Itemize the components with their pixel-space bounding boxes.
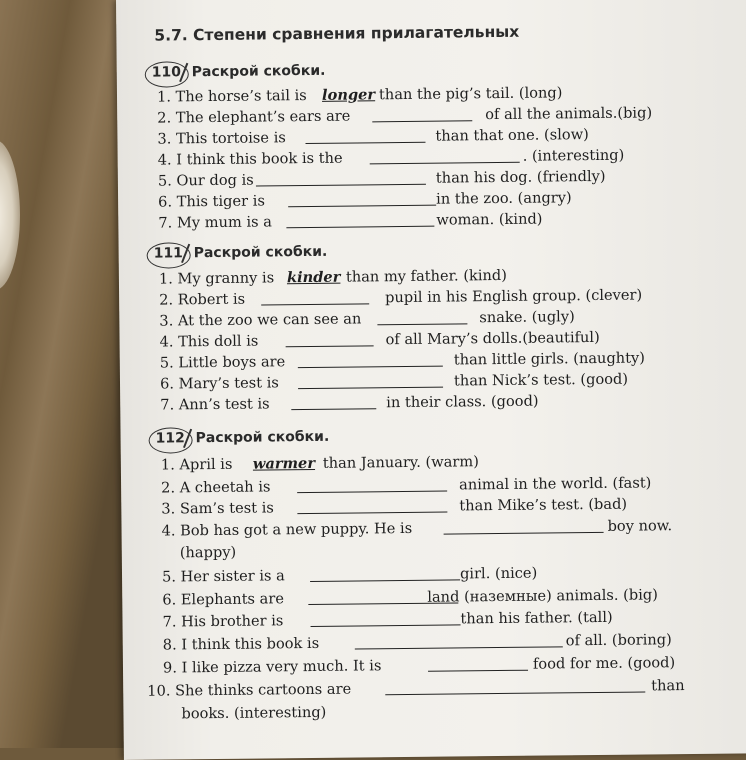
page-heading: 5.7. Степени сравнения прилагательных (154, 22, 520, 45)
item-hint: woman. (kind) (436, 210, 543, 229)
item-text: 2. Robert is (159, 290, 246, 309)
answer-blank[interactable] (286, 226, 434, 229)
answer-blank[interactable] (261, 303, 369, 305)
item-hint: in the zoo. (angry) (436, 189, 572, 208)
item-text: 2. A cheetah is (161, 478, 271, 497)
item-hint: than the pig’s tail. (long) (378, 84, 563, 104)
answer-blank[interactable] (298, 366, 443, 369)
item-hint: than my father. (kind) (345, 266, 508, 286)
item-hint: than little girls. (naughty) (453, 349, 646, 369)
answer-blank[interactable] (385, 691, 645, 695)
exercise-instruction: Раскрой скобки. (191, 62, 326, 81)
item-hint: snake. (ugly) (479, 308, 575, 327)
item-text: 8. I think this book is (162, 634, 320, 654)
item-text: 3. At the zoo we can see an (159, 310, 362, 330)
answer-blank[interactable] (310, 579, 460, 582)
textbook-page (116, 0, 746, 760)
answer-blank[interactable] (256, 184, 426, 187)
answer-blank[interactable] (372, 120, 472, 122)
item-hint: food for me. (good) (532, 654, 676, 673)
item-text: 3. This tortoise is (157, 129, 286, 148)
item-hint: than January. (warm) (322, 453, 479, 472)
exercise-111-header (147, 239, 467, 268)
item-text: 2. The elephant’s ears are (157, 107, 351, 127)
item-hint: than his dog. (friendly) (435, 167, 606, 187)
item-hint: than Mike’s test. (bad) (459, 495, 628, 515)
item-text: 3. Sam’s test is (161, 499, 274, 518)
answer-blank[interactable] (370, 162, 520, 165)
exercise-instruction: Раскрой скобки. (193, 243, 328, 262)
item-hint: animal in the world. (fast) (459, 474, 652, 494)
answer-blank[interactable] (311, 624, 461, 627)
item-text: 7. Ann’s test is (160, 395, 270, 414)
answer-blank[interactable] (355, 646, 563, 649)
item-hint: than (651, 677, 685, 695)
answer-blank[interactable] (428, 670, 528, 672)
item-text: 1. My granny is (158, 269, 275, 288)
item-text: 5. Her sister is a (161, 567, 285, 586)
item-text: 6. Mary’s test is (159, 374, 279, 393)
answer-blank[interactable] (291, 408, 376, 410)
handwritten-answer: longer (321, 86, 376, 104)
item-hint: pupil in his English group. (clever) (385, 286, 643, 307)
item-hint: of all the animals.(big) (485, 104, 653, 124)
item-hint: of all Mary’s dolls.(beautiful) (385, 328, 600, 349)
item-text: 1. April is (160, 455, 233, 474)
exercise-110-header (145, 58, 465, 87)
item-text: 6. Elephants are (162, 590, 285, 609)
item-text: (happy) (179, 543, 237, 562)
answer-blank[interactable] (288, 205, 436, 208)
item-text: 6. This tiger is (158, 192, 265, 211)
item-text: 4. Bob has got a new puppy. He is (161, 519, 413, 540)
item-text: 5. Our dog is (157, 171, 254, 190)
exercise-number: 110 (151, 64, 182, 81)
exercise-number: 111 (153, 245, 183, 262)
item-text: books. (interesting) (181, 703, 327, 723)
exercise-number: 112 (155, 430, 185, 447)
exercise-instruction: Раскрой скобки. (195, 428, 330, 447)
item-hint: girl. (nice) (459, 564, 538, 583)
item-hint: . (interesting) (522, 146, 625, 165)
item-hint: in their class. (good) (386, 392, 539, 412)
item-text: 5. Little boys are (159, 353, 286, 372)
answer-blank[interactable] (377, 323, 467, 325)
item-text: 4. I think this book is the (157, 149, 343, 169)
answer-blank[interactable] (286, 345, 374, 347)
item-text: 4. This doll is (159, 332, 259, 351)
answer-blank[interactable] (444, 532, 604, 535)
handwritten-answer: warmer (252, 454, 316, 473)
answer-blank[interactable] (298, 387, 443, 390)
item-hint: than Nick’s test. (good) (453, 370, 629, 390)
answer-blank[interactable] (297, 512, 447, 515)
item-hint: boy now. (607, 517, 673, 535)
item-text: 1. The horse’s tail is (156, 87, 307, 106)
item-text: 7. His brother is (162, 612, 284, 631)
handwritten-answer: kinder (286, 268, 341, 287)
item-hint: than that one. (slow) (435, 126, 589, 145)
item-text: 7. My mum is a (158, 213, 273, 232)
exercise-112-header (148, 424, 468, 453)
answer-blank[interactable] (306, 142, 426, 144)
item-hint: land (наземные) animals. (big) (427, 586, 658, 606)
item-hint: of all. (boring) (565, 631, 672, 650)
item-text: 10. She thinks cartoons are (147, 680, 352, 700)
answer-blank[interactable] (297, 491, 447, 494)
item-text: 9. I like pizza very much. It is (162, 657, 382, 677)
item-hint: than his father. (tall) (460, 608, 613, 628)
